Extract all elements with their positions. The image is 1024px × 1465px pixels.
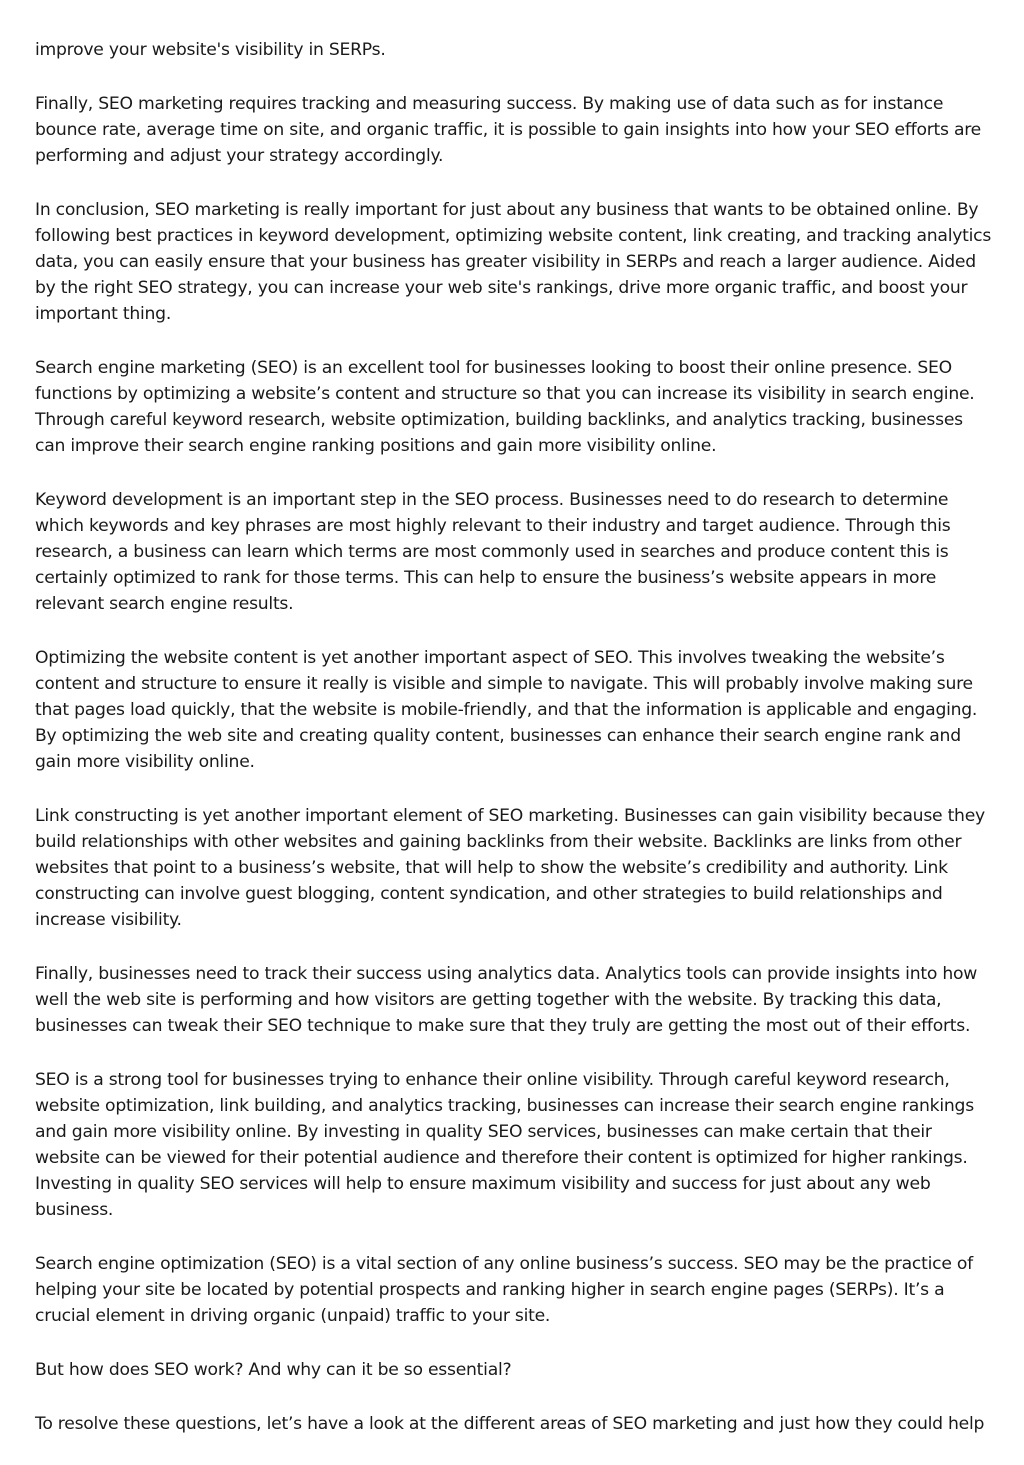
- paragraph-conclusion: In conclusion, SEO marketing is really important for just about any business that wants to be obtained online. By following best practices in keyword development, optimizing website content, link creating, and tracking analytics data, you can easily ensure that your business has greater visibility in SERPs and reach a larger audience. Aided by the right SEO strategy, you can increase your web site's rankings, drive more organic traffic, and boost your important thing.: [35, 200, 992, 324]
- paragraph-areas-of-seo: To resolve these questions, let’s have a look at the different areas of SEO marketing and just how they could help: [35, 1414, 985, 1434]
- paragraph-link-building: Link constructing is yet another important element of SEO marketing. Businesses can gain visibility because they build relationships with other websites and gaining backlinks from their website. Backlinks are links from other websites that point to a business’s website, that will help to show the website’s credibility and authority. Link constructing can involve guest blogging, content syndication, and other strategies to build relationships and increase visibility.: [35, 806, 985, 930]
- paragraph-tracking-success: Finally, SEO marketing requires tracking and measuring success. By making use of data such as for instance bounce rate, average time on site, and organic traffic, it is possible to gain insights into how your SEO efforts are performing and adjust your strategy accordingly.: [35, 94, 981, 166]
- paragraph-seo-tool: SEO is a strong tool for businesses trying to enhance their online visibility. Through careful keyword research, website optimization, link building, and analytics tracking, businesses can increase their search engine rankings and gain more visibility online. By investing in quality SEO services, businesses can make certain that their website can be viewed for their potential audience and therefore their content is optimized for higher rankings. Investing in quality SEO services will help to ensure maximum visibility and success for just about any web business.: [35, 1070, 974, 1220]
- paragraph-visibility-serps: improve your website's visibility in SERPs.: [35, 40, 386, 60]
- paragraph-keyword-development: Keyword development is an important step in the SEO process. Businesses need to do research to determine which keywords and key phrases are most highly relevant to their industry and target audience. Through this research, a business can learn which terms are most commonly used in searches and produce content this is certainly optimized to rank for those terms. This can help to ensure the business’s website appears in more relevant search engine results.: [35, 490, 951, 614]
- document-page: [35, 37, 995, 1465]
- paragraph-questions: But how does SEO work? And why can it be so essential?: [35, 1360, 512, 1380]
- paragraph-seo-definition: Search engine optimization (SEO) is a vital section of any online business’s success. SEO may be the practice of helping your site be located by potential prospects and ranking higher in search engine pages (SERPs). It’s a crucial element in driving organic (unpaid) traffic to your site.: [35, 1254, 973, 1326]
- paragraph-seo-intro: Search engine marketing (SEO) is an excellent tool for businesses looking to boost their online presence. SEO functions by optimizing a website’s content and structure so that you can increase its visibility in search engine. Through careful keyword research, website optimization, building backlinks, and analytics tracking, businesses can improve their search engine ranking positions and gain more visibility online.: [35, 358, 975, 456]
- paragraph-analytics: Finally, businesses need to track their success using analytics data. Analytics tools can provide insights into how well the web site is performing and how visitors are getting together with the website. By tracking this data, businesses can tweak their SEO technique to make sure that they truly are getting the most out of their efforts.: [35, 964, 978, 1036]
- paragraph-content-optimization: Optimizing the website content is yet another important aspect of SEO. This involves tweaking the website’s content and structure to ensure it really is visible and simple to navigate. This will probably involve making sure that pages load quickly, that the website is mobile-friendly, and that the information is applicable and engaging. By optimizing the web site and creating quality content, businesses can enhance their search engine rank and gain more visibility online.: [35, 648, 978, 772]
